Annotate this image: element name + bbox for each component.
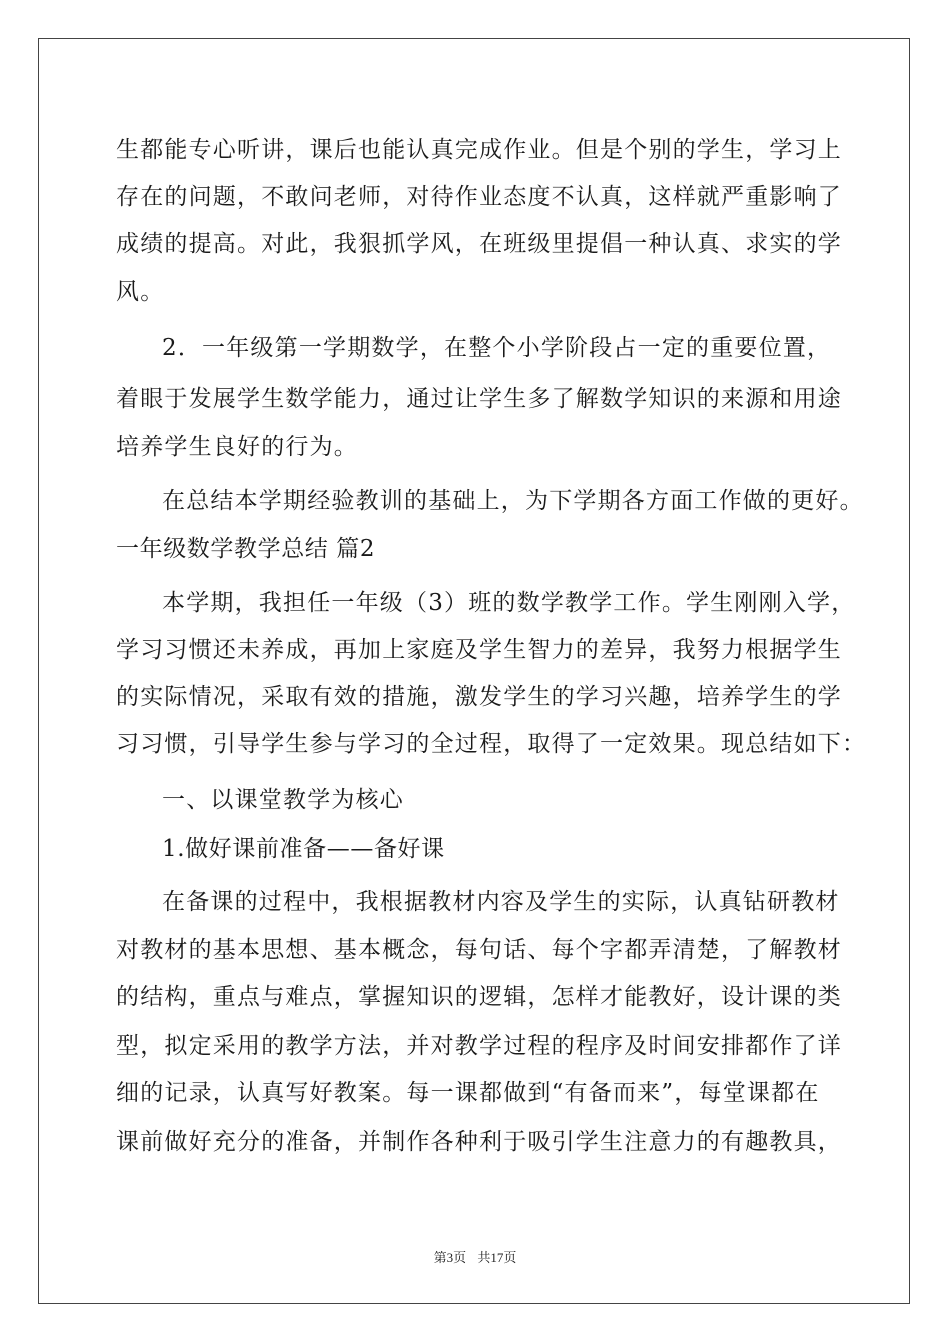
subheading: 一、以课堂教学为核心 [162, 787, 404, 813]
subheading: 1.做好课前准备——备好课 [162, 836, 445, 862]
text-line: 成绩的提高。对此，我狠抓学风，在班级里提倡一种认真、求实的学 [116, 231, 842, 257]
text-line: 对教材的基本思想、基本概念，每句话、每个字都弄清楚，了解教材 [116, 937, 842, 963]
text-line: 存在的问题，不敢问老师，对待作业态度不认真，这样就严重影响了 [116, 184, 842, 210]
page-footer [0, 1247, 950, 1266]
text-line: 课前做好充分的准备，并制作各种利于吸引学生注意力的有趣教具， [116, 1129, 842, 1155]
paragraph-start-line: 在总结本学期经验教训的基础上，为下学期各方面工作做的更好。 [162, 488, 864, 514]
paragraph-start-line: 在备课的过程中，我根据教材内容及学生的实际，认真钻研教材 [162, 889, 840, 915]
text-line: 细的记录，认真写好教案。每一课都做到“有备而来”，每堂课都在 [116, 1080, 820, 1106]
paragraph-start-line: 2．一年级第一学期数学，在整个小学阶段占一定的重要位置， [162, 335, 832, 361]
paragraph-start-line: 本学期，我担任一年级（3）班的数学教学工作。学生刚刚入学， [162, 590, 856, 616]
text-line: 习习惯，引导学生参与学习的全过程，取得了一定效果。现总结如下： [116, 731, 867, 757]
text-line: 的实际情况，采取有效的措施，激发学生的学习兴趣，培养学生的学 [116, 684, 842, 710]
text-line: 学习习惯还未养成，再加上家庭及学生智力的差异，我努力根据学生 [116, 637, 842, 663]
text-line: 着眼于发展学生数学能力，通过让学生多了解数学知识的来源和用途 [116, 386, 842, 412]
section-heading: 一年级数学教学总结 篇2 [116, 536, 376, 562]
text-line: 的结构，重点与难点，掌握知识的逻辑，怎样才能教好，设计课的类 [116, 984, 842, 1010]
page-number: 第3页 [433, 1250, 467, 1265]
page-total: 共17页 [477, 1250, 517, 1265]
text-line: 培养学生良好的行为。 [116, 434, 358, 460]
text-line: 生都能专心听讲，课后也能认真完成作业。但是个别的学生，学习上 [116, 137, 842, 163]
text-line: 型，拟定采用的教学方法，并对教学过程的程序及时间安排都作了详 [116, 1033, 842, 1059]
text-line: 风。 [116, 279, 165, 305]
